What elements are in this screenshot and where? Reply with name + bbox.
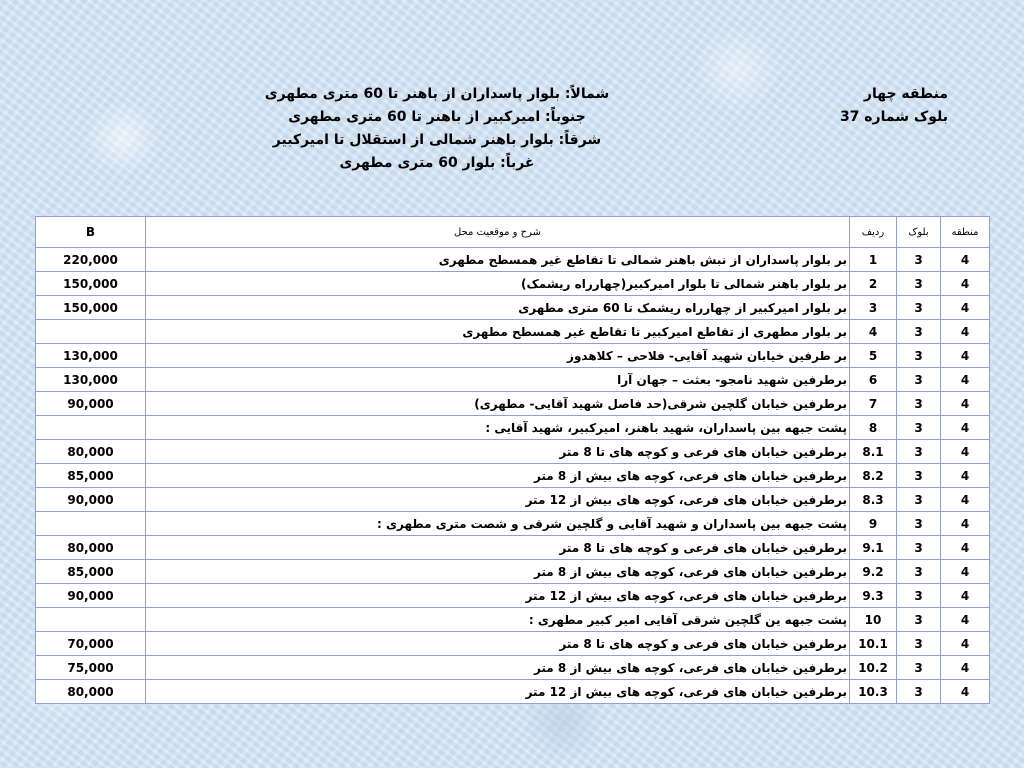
region-cell: 4 xyxy=(941,344,990,368)
row-number-cell: 7 xyxy=(850,392,897,416)
description-cell: بر طرفین خیابان شهید آقایی- فلاحی – کلاهدوز xyxy=(146,344,850,368)
price-cell: 130,000 xyxy=(36,344,146,368)
region-cell: 4 xyxy=(941,632,990,656)
description-cell: بر بلوار باهنر شمالی تا بلوار امیرکبیر(چهارراه ریشمک) xyxy=(146,272,850,296)
region-cell: 4 xyxy=(941,464,990,488)
description-cell: پشت جبهه ین گلچین شرقی آقایی امیر کبیر مطهری : xyxy=(146,608,850,632)
price-cell: 90,000 xyxy=(36,584,146,608)
block-cell: 3 xyxy=(897,632,941,656)
price-cell: 70,000 xyxy=(36,632,146,656)
table-body xyxy=(36,248,990,704)
description-cell: برطرفین شهید نامجو- بعثت – جهان آرا xyxy=(146,368,850,392)
price-cell: 80,000 xyxy=(36,536,146,560)
region-cell: 4 xyxy=(941,416,990,440)
row-number-cell: 9.1 xyxy=(850,536,897,560)
row-number-cell: 8.1 xyxy=(850,440,897,464)
description-cell: برطرفین خیابان های فرعی، کوچه های بیش از 12 متر xyxy=(146,584,850,608)
table-row xyxy=(36,368,990,392)
description-cell: بر بلوار پاسداران از نبش باهنر شمالی تا تقاطع غیر همسطح مطهری xyxy=(146,248,850,272)
header-row-number: ردیف xyxy=(850,217,897,248)
region-title: منطقه چهار xyxy=(863,86,948,102)
description-cell: پشت جبهه بین پاسداران و شهید آقایی و گلچین شرقی و شصت متری مطهری : xyxy=(146,512,850,536)
block-cell: 3 xyxy=(897,392,941,416)
description-cell: برطرفین خیابان گلچین شرقی(حد فاصل شهید آقایی- مطهری) xyxy=(146,392,850,416)
description-cell: بر بلوار مطهری از تقاطع امیرکبیر تا تقاطع غیر همسطح مطهری xyxy=(146,320,850,344)
block-cell: 3 xyxy=(897,488,941,512)
region-cell: 4 xyxy=(941,680,990,704)
description-cell: برطرفین خیابان های فرعی، کوچه های بیش از 8 متر xyxy=(146,464,850,488)
price-cell xyxy=(36,416,146,440)
price-cell: 85,000 xyxy=(36,560,146,584)
region-cell: 4 xyxy=(941,584,990,608)
table-row xyxy=(36,512,990,536)
description-cell: برطرفین خیابان های فرعی، کوچه های بیش از 8 متر xyxy=(146,560,850,584)
table-row xyxy=(36,248,990,272)
description-cell: بر بلوار امیرکبیر از چهارراه ریشمک تا 60 متری مطهری xyxy=(146,296,850,320)
table-row xyxy=(36,296,990,320)
price-cell: 75,000 xyxy=(36,656,146,680)
region-cell: 4 xyxy=(941,488,990,512)
row-number-cell: 10.1 xyxy=(850,632,897,656)
table-row xyxy=(36,392,990,416)
price-cell xyxy=(36,320,146,344)
region-cell: 4 xyxy=(941,512,990,536)
description-cell: برطرفین خیابان های فرعی و کوچه های تا 8 متر xyxy=(146,632,850,656)
table-row xyxy=(36,680,990,704)
table-row xyxy=(36,272,990,296)
block-cell: 3 xyxy=(897,536,941,560)
price-cell: 90,000 xyxy=(36,392,146,416)
price-cell: 85,000 xyxy=(36,464,146,488)
price-cell xyxy=(36,512,146,536)
price-cell: 130,000 xyxy=(36,368,146,392)
price-cell: 150,000 xyxy=(36,272,146,296)
block-number: بلوک شماره 37 xyxy=(839,109,948,125)
row-number-cell: 8 xyxy=(850,416,897,440)
table-row xyxy=(36,416,990,440)
table-header-row xyxy=(36,217,990,248)
block-cell: 3 xyxy=(897,440,941,464)
row-number-cell: 9.3 xyxy=(850,584,897,608)
description-cell: برطرفین خیابان های فرعی و کوچه های تا 8 متر xyxy=(146,536,850,560)
row-number-cell: 8.2 xyxy=(850,464,897,488)
table-row xyxy=(36,344,990,368)
region-cell: 4 xyxy=(941,392,990,416)
row-number-cell: 10.2 xyxy=(850,656,897,680)
row-number-cell: 10 xyxy=(850,608,897,632)
region-cell: 4 xyxy=(941,560,990,584)
table-row xyxy=(36,560,990,584)
region-cell: 4 xyxy=(941,272,990,296)
block-cell: 3 xyxy=(897,584,941,608)
border-south: جنوباً: امیرکبیر از باهنر تا 60 متری مطهری xyxy=(288,109,586,125)
table-row xyxy=(36,536,990,560)
description-cell: برطرفین خیابان های فرعی، کوچه های بیش از 12 متر xyxy=(146,488,850,512)
header-region: منطقه xyxy=(941,217,990,248)
table-row xyxy=(36,488,990,512)
block-cell: 3 xyxy=(897,416,941,440)
row-number-cell: 9 xyxy=(850,512,897,536)
region-cell: 4 xyxy=(941,368,990,392)
region-cell: 4 xyxy=(941,296,990,320)
price-cell: 80,000 xyxy=(36,680,146,704)
region-cell: 4 xyxy=(941,440,990,464)
block-cell: 3 xyxy=(897,464,941,488)
row-number-cell: 8.3 xyxy=(850,488,897,512)
region-cell: 4 xyxy=(941,608,990,632)
block-cell: 3 xyxy=(897,680,941,704)
row-number-cell: 9.2 xyxy=(850,560,897,584)
block-cell: 3 xyxy=(897,608,941,632)
price-cell: 80,000 xyxy=(36,440,146,464)
block-cell: 3 xyxy=(897,344,941,368)
table-row xyxy=(36,608,990,632)
price-table xyxy=(35,216,990,704)
block-cell: 3 xyxy=(897,320,941,344)
description-cell: برطرفین خیابان های فرعی، کوچه های بیش از 8 متر xyxy=(146,656,850,680)
description-cell: پشت جبهه بین پاسداران، شهید باهنر، امیرکبیر، شهید آقایی : xyxy=(146,416,850,440)
table-row xyxy=(36,584,990,608)
region-info xyxy=(840,83,948,129)
region-cell: 4 xyxy=(941,536,990,560)
block-cell: 3 xyxy=(897,656,941,680)
table-row xyxy=(36,440,990,464)
region-cell: 4 xyxy=(941,320,990,344)
header-description: شرح و موقعیت محل xyxy=(146,217,850,248)
region-cell: 4 xyxy=(941,656,990,680)
region-cell: 4 xyxy=(941,248,990,272)
table-row xyxy=(36,320,990,344)
price-cell xyxy=(36,608,146,632)
price-cell: 220,000 xyxy=(36,248,146,272)
block-cell: 3 xyxy=(897,296,941,320)
price-cell: 150,000 xyxy=(36,296,146,320)
table-row xyxy=(36,656,990,680)
row-number-cell: 10.3 xyxy=(850,680,897,704)
border-east: شرقاً: بلوار باهنر شمالی از استقلال تا امیرکبیر xyxy=(272,132,602,148)
block-cell: 3 xyxy=(897,272,941,296)
header-block: بلوک xyxy=(897,217,941,248)
table-row xyxy=(36,632,990,656)
description-cell: برطرفین خیابان های فرعی و کوچه های تا 8 متر xyxy=(146,440,850,464)
row-number-cell: 3 xyxy=(850,296,897,320)
header-price: B xyxy=(36,217,146,248)
block-borders xyxy=(262,83,612,175)
block-cell: 3 xyxy=(897,368,941,392)
block-cell: 3 xyxy=(897,248,941,272)
price-cell: 90,000 xyxy=(36,488,146,512)
row-number-cell: 5 xyxy=(850,344,897,368)
row-number-cell: 4 xyxy=(850,320,897,344)
table-row xyxy=(36,464,990,488)
row-number-cell: 2 xyxy=(850,272,897,296)
row-number-cell: 6 xyxy=(850,368,897,392)
description-cell: برطرفین خیابان های فرعی، کوچه های بیش از 12 متر xyxy=(146,680,850,704)
border-north: شمالاً: بلوار پاسداران از باهنر تا 60 متری مطهری xyxy=(264,86,610,102)
block-cell: 3 xyxy=(897,560,941,584)
row-number-cell: 1 xyxy=(850,248,897,272)
border-west: غرباً: بلوار 60 متری مطهری xyxy=(339,155,535,171)
block-cell: 3 xyxy=(897,512,941,536)
